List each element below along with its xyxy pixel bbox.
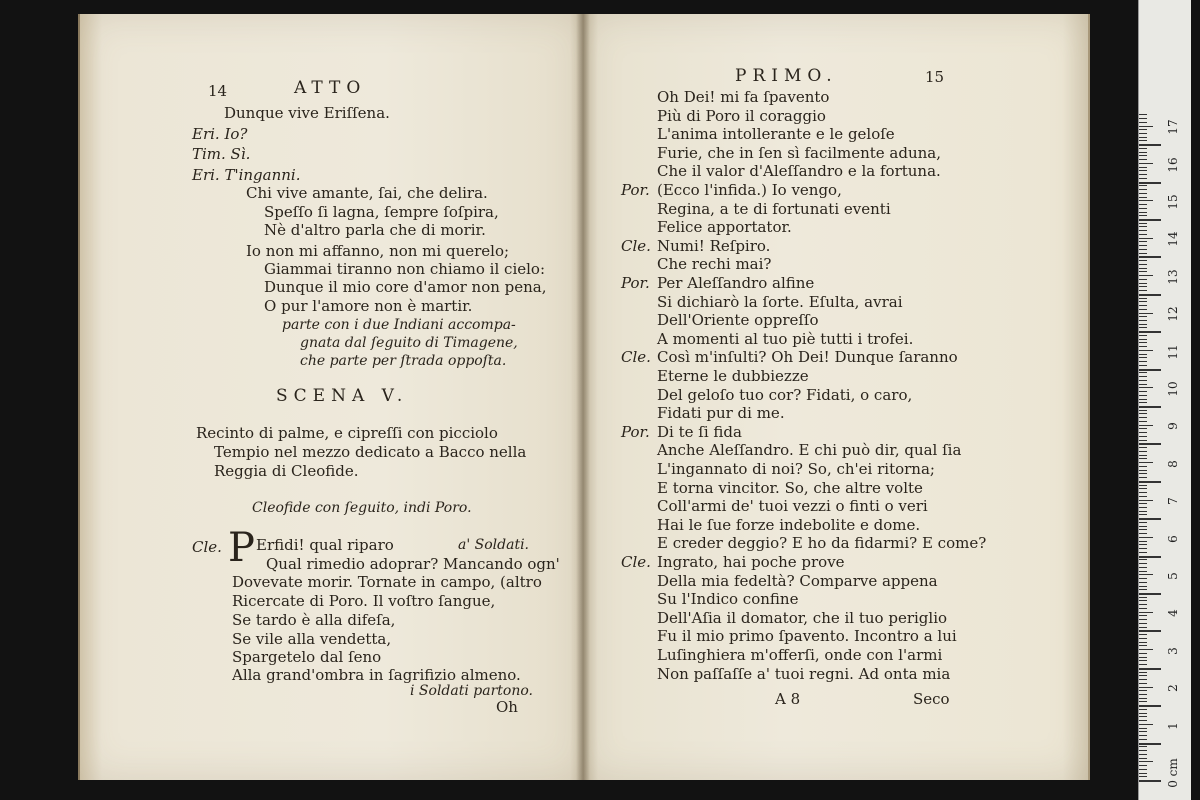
ruler-tick <box>1139 758 1147 759</box>
ruler-tick <box>1139 746 1147 747</box>
ruler-tick <box>1139 313 1153 314</box>
text-line: Felice apportator. <box>657 218 792 237</box>
ruler-tick <box>1139 189 1147 190</box>
text-line: Del geloſo tuo cor? Fidati, o caro, <box>657 385 913 404</box>
text-line: Eri. Io? <box>192 125 248 143</box>
ruler-tick <box>1139 327 1147 328</box>
ruler-tick <box>1139 619 1147 620</box>
text-line: Nè d'altro parla che di morir. <box>264 221 486 239</box>
ruler-tick <box>1139 709 1147 710</box>
ruler-tick <box>1139 309 1147 310</box>
ruler-tick <box>1139 615 1147 616</box>
ruler-tick <box>1139 724 1153 725</box>
ruler-tick <box>1139 773 1147 774</box>
open-book <box>78 14 1088 780</box>
ruler-tick <box>1139 503 1147 504</box>
ruler-tick <box>1139 761 1153 762</box>
speaker-label: Por. <box>621 274 650 292</box>
text-line: Furie, che in ſen sì facilmente aduna, <box>657 143 942 162</box>
text-line: Regina, a te di fortunati eventi <box>657 199 891 218</box>
ruler-tick <box>1139 129 1147 130</box>
ruler-tick <box>1139 402 1147 403</box>
ruler-label: 6 <box>1166 534 1180 543</box>
ruler-tick <box>1139 705 1161 707</box>
ruler-tick <box>1139 350 1153 351</box>
ruler-tick <box>1139 458 1147 459</box>
ruler-tick <box>1139 275 1153 276</box>
ruler-tick <box>1139 260 1147 261</box>
ruler-label: 2 <box>1166 684 1180 693</box>
text-line: Così m'inſulti? Oh Dei! Dunque ſaranno <box>657 348 958 367</box>
text-line: Coll'armi de' tuoi vezzi o finti o veri <box>657 497 928 516</box>
ruler-tick <box>1139 226 1147 227</box>
ruler-label: 16 <box>1166 156 1180 173</box>
ruler-tick <box>1139 432 1147 433</box>
ruler-tick <box>1139 253 1147 254</box>
text-line: O pur l'amore non è martir. <box>264 297 473 315</box>
ruler-tick <box>1139 122 1147 123</box>
ruler-label: 10 <box>1166 381 1180 397</box>
ruler-tick <box>1139 514 1147 515</box>
ruler-tick <box>1139 118 1147 119</box>
ruler-tick <box>1139 298 1147 299</box>
text-line: Hai le ſue forze indebolite e dome. <box>657 515 921 534</box>
ruler-label: 3 <box>1166 646 1180 655</box>
ruler-tick <box>1139 612 1153 613</box>
ruler-tick <box>1139 731 1147 732</box>
ruler-tick <box>1139 361 1147 362</box>
ruler-tick <box>1139 376 1147 377</box>
ruler-tick <box>1139 754 1147 755</box>
ruler-tick <box>1139 380 1147 381</box>
text-line: Tim. Sì. <box>192 145 251 163</box>
ruler-tick <box>1139 552 1147 553</box>
ruler-tick <box>1139 567 1147 568</box>
speaker-label: Cle. <box>621 553 651 571</box>
ruler-tick <box>1139 500 1153 501</box>
left-page <box>78 14 585 780</box>
ruler-tick <box>1139 200 1153 201</box>
ruler-tick <box>1139 159 1147 160</box>
speaker-label: Por. <box>621 181 650 199</box>
ruler-tick <box>1139 365 1147 366</box>
ruler-label: 13 <box>1166 269 1180 285</box>
text-line: Che rechi mai? <box>657 255 772 274</box>
stage-direction: i Soldati partono. <box>410 683 533 699</box>
ruler-label: 8 <box>1166 459 1180 468</box>
ruler-label: 5 <box>1166 572 1180 580</box>
ruler-tick <box>1139 391 1147 392</box>
text-line: Che il valor d'Aleſſandro e la fortuna. <box>657 162 941 181</box>
ruler-tick <box>1139 170 1147 171</box>
ruler-tick <box>1139 660 1147 661</box>
ruler-tick <box>1139 316 1147 317</box>
ruler-tick <box>1139 425 1153 426</box>
ruler-tick <box>1139 178 1147 179</box>
ruler-tick <box>1139 533 1147 534</box>
text-line: Eterne le dubbiezze <box>657 367 809 385</box>
ruler-tick <box>1139 541 1147 542</box>
ruler-tick <box>1139 623 1147 624</box>
ruler-tick <box>1139 735 1147 736</box>
text-line: Per Aleſſandro alfine <box>657 274 815 292</box>
ruler-tick <box>1139 443 1161 445</box>
ruler-tick <box>1139 346 1147 347</box>
ruler-tick <box>1139 496 1147 497</box>
speaker-label: Por. <box>621 422 650 441</box>
text-line: Chi vive amante, ſai, che delira. <box>246 184 488 202</box>
ruler-tick <box>1139 664 1147 665</box>
ruler-tick <box>1139 410 1147 411</box>
ruler-tick <box>1139 544 1147 545</box>
ruler-label: 7 <box>1166 497 1180 506</box>
ruler-tick <box>1139 268 1147 269</box>
drop-cap: P <box>228 525 255 571</box>
text-line: Luſinghiera m'offerſi, onde con l'armi <box>657 646 943 664</box>
ruler-tick <box>1139 739 1147 740</box>
ruler-tick <box>1139 447 1147 448</box>
text-line: Eri. T'inganni. <box>192 166 301 184</box>
speaker-label: Cle. <box>621 348 651 367</box>
ruler-tick <box>1139 182 1161 184</box>
ruler-tick <box>1139 600 1147 601</box>
ruler-tick <box>1139 256 1161 258</box>
ruler-tick <box>1139 488 1147 489</box>
measurement-ruler <box>1138 0 1191 800</box>
text-line: Numi! Reſpiro. <box>657 236 771 255</box>
ruler-tick <box>1139 597 1147 598</box>
ruler-tick <box>1139 556 1161 558</box>
ruler-tick <box>1139 713 1147 714</box>
text-line: E torna vincitor. So, che altre volte <box>657 478 923 497</box>
ruler-label: 4 <box>1166 609 1180 618</box>
ruler-tick <box>1139 249 1147 250</box>
ruler-tick <box>1139 451 1147 452</box>
ruler-tick <box>1139 357 1147 358</box>
ruler-label: 0 cm <box>1166 758 1180 788</box>
ruler-tick <box>1139 481 1161 483</box>
ruler-tick <box>1139 750 1147 751</box>
ruler-tick <box>1139 264 1147 265</box>
ruler-tick <box>1139 140 1147 141</box>
ruler-tick <box>1139 578 1147 579</box>
text-line: Spargetelo dal ſeno <box>232 648 382 666</box>
scene-setting: Tempio nel mezzo dedicato a Bacco nella <box>214 443 527 461</box>
ruler-tick <box>1139 462 1153 463</box>
ruler-tick <box>1139 234 1147 235</box>
ruler-tick <box>1139 589 1147 590</box>
ruler-tick <box>1139 290 1147 291</box>
ruler-tick <box>1139 369 1161 371</box>
ruler-tick <box>1139 342 1147 343</box>
ruler-tick <box>1139 675 1147 676</box>
ruler-tick <box>1139 339 1147 340</box>
ruler-tick <box>1139 215 1147 216</box>
ruler-tick <box>1139 305 1147 306</box>
text-line: Si dichiarò la ſorte. Eſulta, avrai <box>657 292 903 311</box>
book-gutter <box>576 14 590 780</box>
entrance-direction: Cleofide con ſeguito, indi Poro. <box>252 500 472 516</box>
text-line: E creder deggio? E ho da fidarmi? E come? <box>657 534 987 553</box>
ruler-tick <box>1139 642 1147 643</box>
ruler-tick <box>1139 428 1147 429</box>
text-line: (Ecco l'infida.) Io vengo, <box>657 181 842 199</box>
text-line: Fidati pur di me. <box>657 404 785 423</box>
right-running-head: PRIMO. <box>735 66 838 86</box>
ruler-label: 15 <box>1166 194 1180 210</box>
text-line: Dunque vive Eriſſena. <box>224 104 390 122</box>
ruler-tick <box>1139 144 1161 146</box>
signature-mark: A 8 <box>775 690 801 708</box>
text-line: L'anima intollerante e le geloſe <box>657 125 895 144</box>
text-line: Se tardo è alla difeſa, <box>232 611 396 629</box>
text-line: Erfidi! qual riparo <box>256 536 394 554</box>
catchword: Seco <box>913 690 950 708</box>
ruler-tick <box>1139 413 1147 414</box>
ruler-tick <box>1139 679 1147 680</box>
ruler-tick <box>1139 638 1147 639</box>
ruler-tick <box>1139 185 1147 186</box>
stage-direction: gnata dal ſeguito di Timagene, <box>300 335 518 351</box>
ruler-tick <box>1139 417 1147 418</box>
ruler-tick <box>1139 241 1147 242</box>
text-line: Ingrato, hai poche prove <box>657 553 845 571</box>
text-line: L'ingannato di noi? So, ch'ei ritorna; <box>657 460 935 478</box>
text-line: Speſſo ſi lagna, ſempre ſoſpira, <box>264 203 499 221</box>
ruler-tick <box>1139 193 1147 194</box>
ruler-tick <box>1139 653 1147 654</box>
ruler-tick <box>1139 212 1147 213</box>
text-line: Ricercate di Poro. Il voſtro ſangue, <box>232 592 496 610</box>
ruler-tick <box>1139 163 1153 164</box>
ruler-tick <box>1139 148 1147 149</box>
ruler-tick <box>1139 720 1147 721</box>
ruler-tick <box>1139 354 1147 355</box>
ruler-tick <box>1139 406 1161 408</box>
ruler-tick <box>1139 283 1147 284</box>
text-line: Non paſſaſſe a' tuoi regni. Ad onta mia <box>657 664 951 683</box>
ruler-tick <box>1139 271 1147 272</box>
ruler-tick <box>1139 728 1147 729</box>
ruler-tick <box>1139 559 1147 560</box>
text-line: A momenti al tuo piè tutti i trofei. <box>657 329 914 348</box>
text-line: Anche Aleſſandro. E chi può dir, qual ſia <box>657 441 962 460</box>
text-line: Io non mi affanno, non mi querelo; <box>246 242 510 260</box>
ruler-tick <box>1139 765 1147 766</box>
ruler-tick <box>1139 384 1147 385</box>
left-running-head: ATTO <box>294 78 367 98</box>
text-line: Giammai tiranno non chiamo il cielo: <box>264 260 546 278</box>
stage-direction: che parte per ſtrada oppoſta. <box>300 353 507 369</box>
ruler-tick <box>1139 335 1147 336</box>
ruler-tick <box>1139 279 1147 280</box>
ruler-tick <box>1139 440 1147 441</box>
ruler-tick <box>1139 223 1147 224</box>
text-line: Su l'Indico confine <box>657 590 799 609</box>
ruler-tick <box>1139 593 1161 595</box>
ruler-tick <box>1139 174 1147 175</box>
ruler-tick <box>1139 133 1147 134</box>
ruler-tick <box>1139 537 1153 538</box>
ruler-tick <box>1139 230 1147 231</box>
text-line: Alla grand'ombra in ſagrifizio almeno. <box>232 666 521 684</box>
ruler-tick <box>1139 526 1147 527</box>
ruler-tick <box>1139 716 1147 717</box>
speaker-label: Cle. <box>192 538 222 556</box>
ruler-label: 12 <box>1166 306 1180 322</box>
left-page-number: 14 <box>208 82 228 100</box>
ruler-tick <box>1139 395 1147 396</box>
scene-setting: Reggia di Cleofide. <box>214 462 359 480</box>
ruler-tick <box>1139 152 1147 153</box>
ruler-label: 11 <box>1166 343 1180 360</box>
ruler-tick <box>1139 548 1147 549</box>
ruler-tick <box>1139 690 1147 691</box>
text-line: Oh Dei! mi fa ſpavento <box>657 88 830 106</box>
ruler-tick <box>1139 694 1147 695</box>
ruler-tick <box>1139 657 1147 658</box>
ruler-label: 1 <box>1166 721 1180 730</box>
ruler-tick <box>1139 238 1153 239</box>
ruler-tick <box>1139 167 1147 168</box>
ruler-tick <box>1139 204 1147 205</box>
ruler-tick <box>1139 743 1161 745</box>
ruler-tick <box>1139 698 1147 699</box>
right-page <box>583 14 1090 780</box>
text-line: Fu il mio primo ſpavento. Incontro a lui <box>657 627 957 646</box>
ruler-tick <box>1139 780 1161 782</box>
ruler-label: 17 <box>1166 119 1180 135</box>
ruler-tick <box>1139 372 1147 373</box>
ruler-tick <box>1139 683 1147 684</box>
ruler-tick <box>1139 668 1161 670</box>
ruler-tick <box>1139 126 1153 127</box>
ruler-label: 14 <box>1166 231 1180 248</box>
ruler-tick <box>1139 604 1147 605</box>
text-line: Se vile alla vendetta, <box>232 630 392 648</box>
ruler-tick <box>1139 387 1153 388</box>
ruler-tick <box>1139 630 1161 632</box>
speaker-label: Cle. <box>621 236 651 255</box>
ruler-tick <box>1139 574 1153 575</box>
right-page-number: 15 <box>925 68 945 86</box>
ruler-tick <box>1139 197 1147 198</box>
text-line: Dell'Oriente oppreſſo <box>657 311 819 330</box>
ruler-tick <box>1139 466 1147 467</box>
ruler-tick <box>1139 114 1147 115</box>
ruler-tick <box>1139 436 1147 437</box>
ruler-tick <box>1139 455 1147 456</box>
ruler-tick <box>1139 529 1147 530</box>
ruler-tick <box>1139 492 1147 493</box>
text-line: Della mia fedeltà? Comparve appena <box>657 571 938 590</box>
ruler-tick <box>1139 586 1147 587</box>
ruler-tick <box>1139 219 1161 221</box>
ruler-tick <box>1139 608 1147 609</box>
ruler-tick <box>1139 421 1147 422</box>
ruler-label: 9 <box>1166 422 1180 431</box>
ruler-tick <box>1139 331 1161 333</box>
text-line: Dovevate morir. Tornate in campo, (altro <box>232 573 542 591</box>
ruler-tick <box>1139 399 1147 400</box>
ruler-tick <box>1139 634 1147 635</box>
ruler-tick <box>1139 518 1161 520</box>
ruler-tick <box>1139 769 1147 770</box>
ruler-tick <box>1139 245 1147 246</box>
ruler-tick <box>1139 470 1147 471</box>
ruler-tick <box>1139 672 1147 673</box>
ruler-tick <box>1139 477 1147 478</box>
stage-direction: parte con i due Indiani accompa- <box>282 317 516 333</box>
ruler-tick <box>1139 571 1147 572</box>
text-line: Qual rimedio adoprar? Mancando ogn' <box>266 555 560 573</box>
ruler-tick <box>1139 473 1147 474</box>
ruler-tick <box>1139 511 1147 512</box>
ruler-tick <box>1139 294 1161 296</box>
ruler-tick <box>1139 301 1147 302</box>
ruler-tick <box>1139 137 1147 138</box>
ruler-tick <box>1139 687 1153 688</box>
ruler-tick <box>1139 582 1147 583</box>
ruler-tick <box>1139 645 1147 646</box>
ruler-tick <box>1139 320 1147 321</box>
ruler-tick <box>1139 627 1147 628</box>
ruler-tick <box>1139 563 1147 564</box>
catchword: Oh <box>496 698 518 716</box>
stage-direction: a' Soldati. <box>458 537 530 553</box>
ruler-tick <box>1139 208 1147 209</box>
scene-setting: Recinto di palme, e cipreſſi con picciolo <box>196 424 498 442</box>
ruler-tick <box>1139 776 1147 777</box>
text-line: Dell'Aſia il domator, che il tuo periglio <box>657 608 948 627</box>
text-line: Di te ſi fida <box>657 422 742 441</box>
ruler-tick <box>1139 522 1147 523</box>
ruler-tick <box>1139 485 1147 486</box>
ruler-tick <box>1139 701 1147 702</box>
scene-title: SCENA V. <box>276 386 409 406</box>
text-line: Più di Poro il coraggio <box>657 106 826 125</box>
ruler-tick <box>1139 155 1147 156</box>
ruler-tick <box>1139 324 1147 325</box>
ruler-tick <box>1139 507 1147 508</box>
ruler-tick <box>1139 649 1153 650</box>
ruler-tick <box>1139 286 1147 287</box>
text-line: Dunque il mio core d'amor non pena, <box>264 278 547 296</box>
